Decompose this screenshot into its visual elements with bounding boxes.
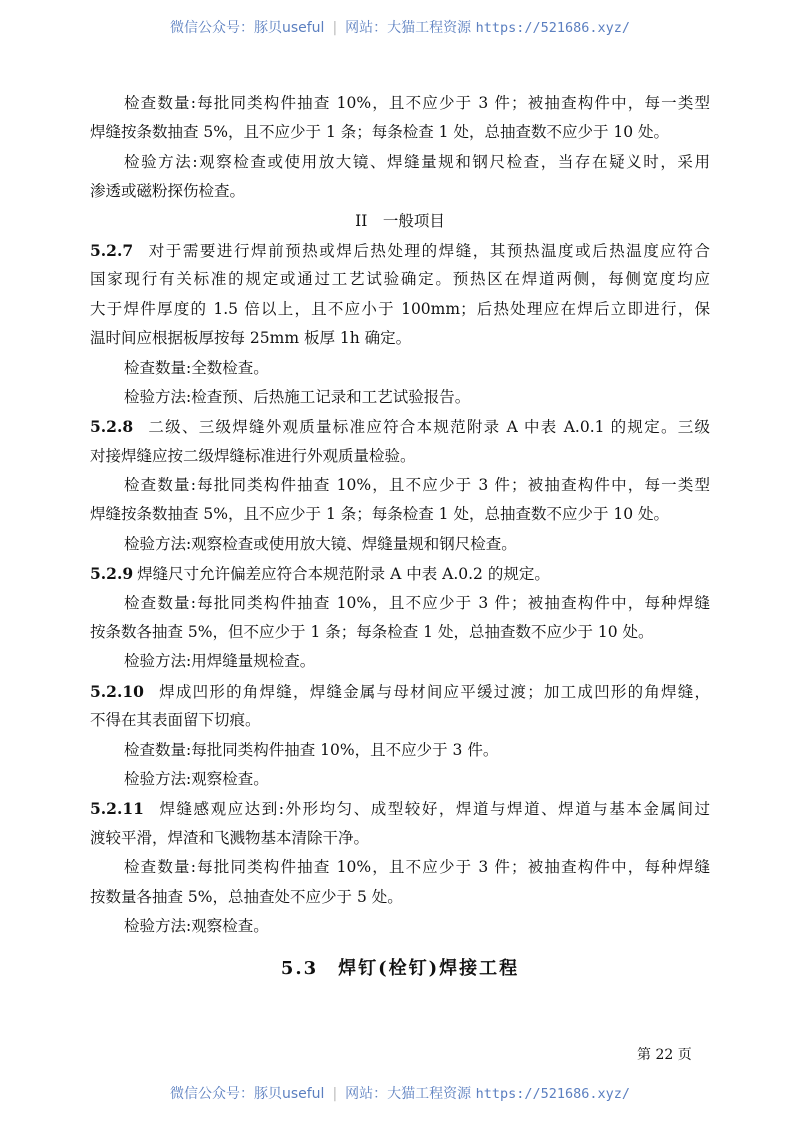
line-text: 焊成凹形的角焊缝，焊缝金属与母材间应平缓过渡；加工成凹形的角焊缝， [157,682,710,701]
line-text: 检查数量:每批同类构件抽查 10%，且不应少于 3 件；被抽查构件中，每一类型 [124,94,710,112]
page-number: 第 22 页 [637,1047,692,1063]
text-line [90,295,710,324]
text-line [90,794,710,823]
text-line [90,736,710,765]
text-line [90,383,710,412]
text-line [90,883,710,912]
text-line [90,706,710,735]
clause-number: 5.2.8 [90,417,134,437]
line-text: 二级、三级焊缝外观质量标准应符合本规范附录 A 中表 A.0.1 的规定。三级 [147,418,710,437]
line-text: 渡较平滑，焊渣和飞溅物基本清除干净。 [90,828,370,847]
line-text: 焊缝感观应达到:外形均匀、成型较好，焊道与焊道、焊道与基本金属间过 [157,800,710,819]
line-text: 对于需要进行焊前预热或焊后热处理的焊缝，其预热温度或后热温度应符合 [147,241,710,260]
line-text: 焊缝尺寸允许偏差应符合本规范附录 A 中表 A.0.2 的规定。 [137,565,550,584]
line-text: 检查数量:每批同类构件抽查 10%，且不应少于 3 件；被抽查构件中，每种焊缝 [124,593,710,612]
watermark-url[interactable]: https://521686.xyz/ [475,20,631,36]
line-text: 检验方法:检查预、后热施工记录和工艺试验报告。 [124,387,471,406]
text-line [90,559,710,588]
line-text: 对接焊缝应按二级焊缝标准进行外观质量检验。 [90,446,416,465]
watermark-account: 微信公众号：豚贝useful [169,1086,325,1102]
text-line [90,471,710,500]
line-text: 检查数量:每批同类构件抽查 10%，且不应少于 3 件；被抽查构件中，每一类型 [124,476,710,495]
line-text: 检验方法:观察检查。 [124,769,269,788]
watermark-url[interactable]: https://521686.xyz/ [475,1086,631,1102]
line-text: 焊缝按条数抽查 5%，且不应少于 1 条；每条检查 1 处，总抽查数不应少于 10 处。 [90,505,670,524]
line-text: 检验方法:观察检查或使用放大镜、焊缝量规和钢尺检查，当存在疑义时，采用 [124,152,710,171]
text-line [90,354,710,383]
text-line [90,412,710,441]
text-line [90,618,710,647]
line-text: 检验方法:观察检查或使用放大镜、焊缝量规和钢尺检查。 [124,534,517,553]
text-line [90,324,710,353]
text-line [90,148,710,177]
text-line [90,589,710,618]
watermark-site: 网站：大猫工程资源 [345,20,472,36]
line-text: 检查数量:每批同类构件抽查 10%，且不应少于 3 件。 [124,740,499,759]
watermark-separator: | [332,1086,338,1102]
text-line [90,118,710,147]
text-line [90,853,710,882]
text-line [90,177,710,206]
clause-number: 5.2.11 [90,799,144,819]
text-line [90,677,710,706]
watermark-footer [0,1083,800,1103]
text-line [90,265,710,294]
line-text: II 一般项目 [355,211,445,230]
watermark-header [0,17,800,37]
section-heading: 5.3 焊钉(栓钉)焊接工程 [280,958,520,979]
watermark-separator: | [332,20,338,36]
line-text: 按条数各抽查 5%，但不应少于 1 条；每条检查 1 处，总抽查数不应少于 10 处。 [90,623,654,642]
clause-number: 5.2.9 [90,564,134,584]
line-text: 不得在其表面留下切痕。 [90,711,261,730]
line-text: 检查数量:每批同类构件抽查 10%，且不应少于 3 件；被抽查构件中，每种焊缝 [124,858,710,877]
text-line [90,442,710,471]
watermark-account: 微信公众号：豚贝useful [169,20,325,36]
clause-number: 5.2.10 [90,681,144,701]
text-line [90,530,710,559]
line-text: 国家现行有关标准的规定或通过工艺试验确定。预热区在焊道两侧，每侧宽度均应 [90,270,710,289]
text-line [90,912,710,941]
line-text: 焊缝按条数抽查 5%，且不应少于 1 条；每条检查 1 处，总抽查数不应少于 10 处。 [90,123,670,142]
clause-number: 5.2.7 [90,240,134,260]
text-line [90,236,710,265]
line-text: 温时间应根据板厚按每 25mm 板厚 1h 确定。 [90,329,412,348]
line-text: 检验方法:观察检查。 [124,916,269,935]
line-text: 按数量各抽查 5%，总抽查处不应少于 5 处。 [90,887,403,906]
text-line [90,647,710,676]
line-text: 渗透或磁粉探伤检查。 [90,182,246,201]
line-text: 大于焊件厚度的 1.5 倍以上，且不应小于 100mm；后热处理应在焊后立即进行，保 [90,299,710,318]
watermark-site: 网站：大猫工程资源 [345,1086,472,1102]
line-text: 检验方法:用焊缝量规检查。 [124,652,316,671]
document-body [90,89,710,941]
line-text: 检查数量:全数检查。 [124,358,269,377]
text-line [90,765,710,794]
text-line [90,500,710,529]
text-line [90,89,710,118]
subsection-heading [90,207,710,236]
text-line [90,824,710,853]
